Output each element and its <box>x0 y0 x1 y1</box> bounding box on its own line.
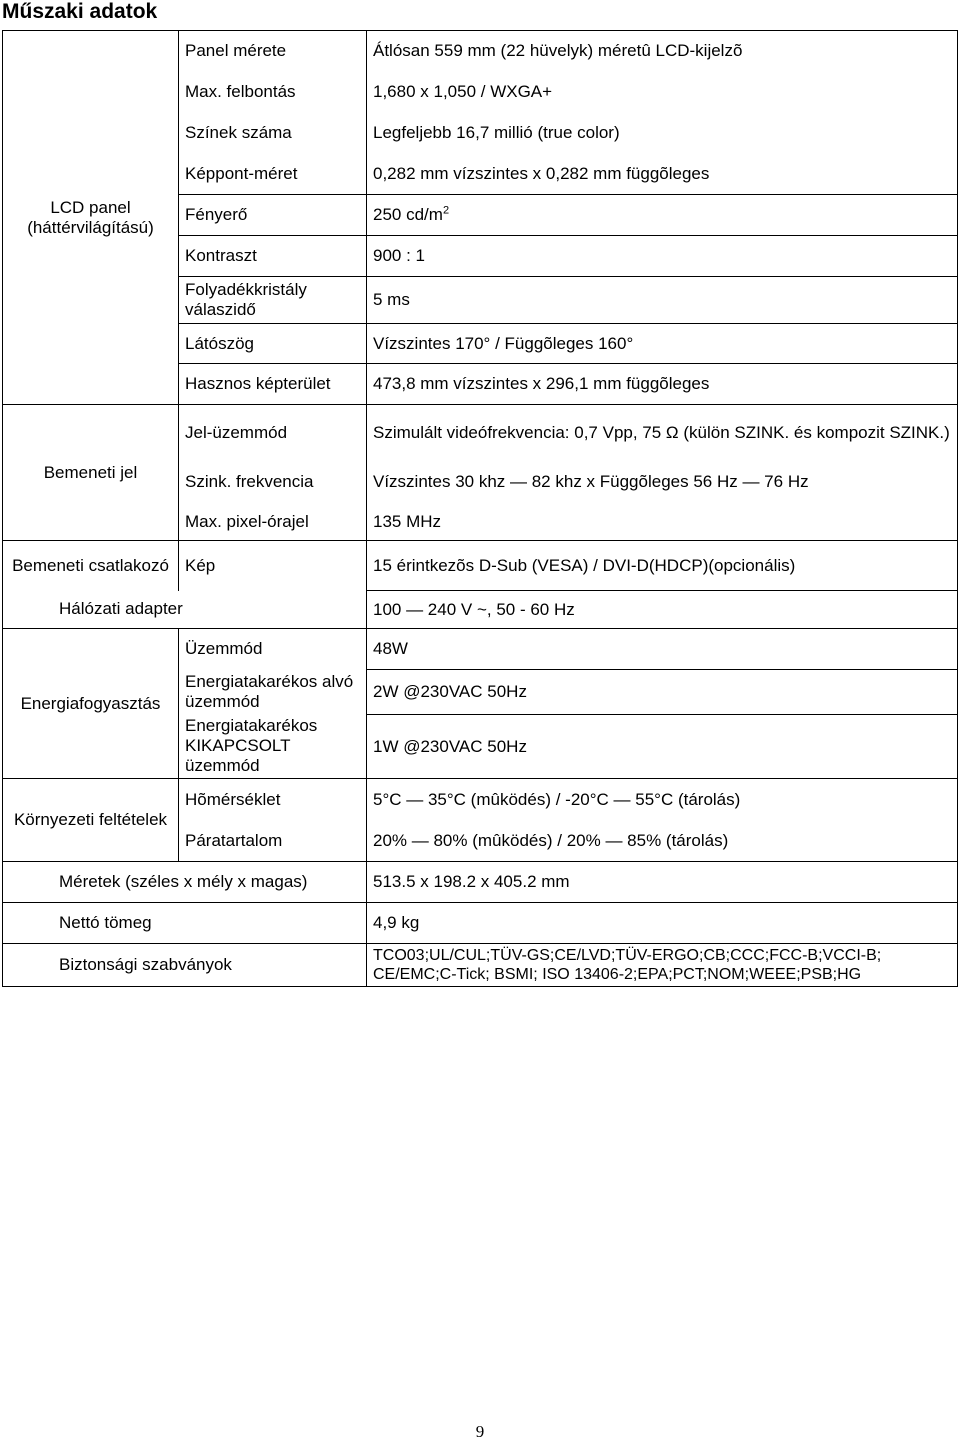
group-power-consumption: Energiafogyasztás <box>3 629 179 779</box>
value-pixel-pitch: 0,282 mm vízszintes x 0,282 mm függõleges <box>367 154 958 195</box>
group-input-signal: Bemeneti jel <box>3 405 179 541</box>
value-pixel-clock: 135 MHz <box>367 504 958 541</box>
value-viewing-angle: Vízszintes 170° / Függõleges 160° <box>367 324 958 364</box>
value-power-mode: 48W <box>367 629 958 670</box>
label-power-adapter: Hálózati adapter <box>3 591 367 629</box>
value-response-time: 5 ms <box>367 277 958 324</box>
table-row <box>3 31 958 72</box>
label-signal-mode: Jel-üzemmód <box>179 405 367 461</box>
table-row <box>3 541 958 591</box>
value-sync-frequency: Vízszintes 30 khz — 82 khz x Függõleges 56 Hz — 76 Hz <box>367 461 958 504</box>
label-dimensions: Méretek (széles x mély x magas) <box>3 862 367 903</box>
page-title: Műszaki adatok <box>2 0 158 23</box>
spec-table <box>2 30 958 987</box>
value-colors: Legfeljebb 16,7 millió (true color) <box>367 113 958 154</box>
table-row <box>3 862 958 903</box>
label-viewing-angle: Látószög <box>179 324 367 364</box>
label-connector-image: Kép <box>179 541 367 591</box>
value-humidity: 20% — 80% (mûködés) / 20% — 85% (tárolás) <box>367 821 958 862</box>
value-panel-size: Átlósan 559 mm (22 hüvelyk) méretû LCD-kijelzõ <box>367 31 958 72</box>
value-max-resolution: 1,680 x 1,050 / WXGA+ <box>367 72 958 113</box>
label-colors: Színek száma <box>179 113 367 154</box>
label-power-off: Energiatakarékos KIKAPCSOLT üzemmód <box>179 715 367 779</box>
value-net-weight: 4,9 kg <box>367 903 958 944</box>
value-power-off: 1W @230VAC 50Hz <box>367 715 958 779</box>
label-brightness: Fényerő <box>179 195 367 236</box>
group-lcd-panel: LCD panel (háttérvilágítású) <box>3 31 179 405</box>
table-row <box>3 591 958 629</box>
group-input-connector: Bemeneti csatlakozó <box>3 541 179 591</box>
value-safety-standards: TCO03;UL/CUL;TÜV-GS;CE/LVD;TÜV-ERGO;CB;CCC;FCC-B;VCCI-B; CE/EMC;C-Tick; BSMI; ISO 13406-2;EPA;PCT;NOM;WEEE;PSB;HG <box>367 944 958 987</box>
label-response-time: Folyadékkristály válaszidő <box>179 277 367 324</box>
brightness-text: 250 cd/m <box>373 205 443 224</box>
value-dimensions: 513.5 x 198.2 x 405.2 mm <box>367 862 958 903</box>
value-contrast: 900 : 1 <box>367 236 958 277</box>
value-power-adapter: 100 — 240 V ~, 50 - 60 Hz <box>367 591 958 629</box>
table-row <box>3 944 958 987</box>
label-panel-size: Panel mérete <box>179 31 367 72</box>
label-humidity: Páratartalom <box>179 821 367 862</box>
label-max-resolution: Max. felbontás <box>179 72 367 113</box>
table-row <box>3 779 958 821</box>
label-net-weight: Nettó tömeg <box>3 903 367 944</box>
label-power-sleep: Energiatakarékos alvó üzemmód <box>179 670 367 715</box>
label-power-mode: Üzemmód <box>179 629 367 670</box>
label-pixel-pitch: Képpont-méret <box>179 154 367 195</box>
label-temperature: Hõmérséklet <box>179 779 367 821</box>
value-power-sleep: 2W @230VAC 50Hz <box>367 670 958 715</box>
label-contrast: Kontraszt <box>179 236 367 277</box>
brightness-superscript: 2 <box>442 204 450 217</box>
label-pixel-clock: Max. pixel-órajel <box>179 504 367 541</box>
label-sync-frequency: Szink. frekvencia <box>179 461 367 504</box>
page-number: 9 <box>475 1422 485 1441</box>
label-active-area: Hasznos képterület <box>179 364 367 405</box>
group-environment: Környezeti feltételek <box>3 779 179 862</box>
table-row <box>3 405 958 461</box>
value-brightness <box>367 195 958 236</box>
value-active-area: 473,8 mm vízszintes x 296,1 mm függõleges <box>367 364 958 405</box>
table-row <box>3 903 958 944</box>
value-signal-mode: Szimulált videófrekvencia: 0,7 Vpp, 75 Ω (külön SZINK. és kompozit SZINK.) <box>367 405 958 461</box>
table-row <box>3 629 958 670</box>
label-safety-standards: Biztonsági szabványok <box>3 944 367 987</box>
value-connector-image: 15 érintkezõs D-Sub (VESA) / DVI-D(HDCP)(opcionális) <box>367 541 958 591</box>
value-temperature: 5°C — 35°C (mûködés) / -20°C — 55°C (tárolás) <box>367 779 958 821</box>
